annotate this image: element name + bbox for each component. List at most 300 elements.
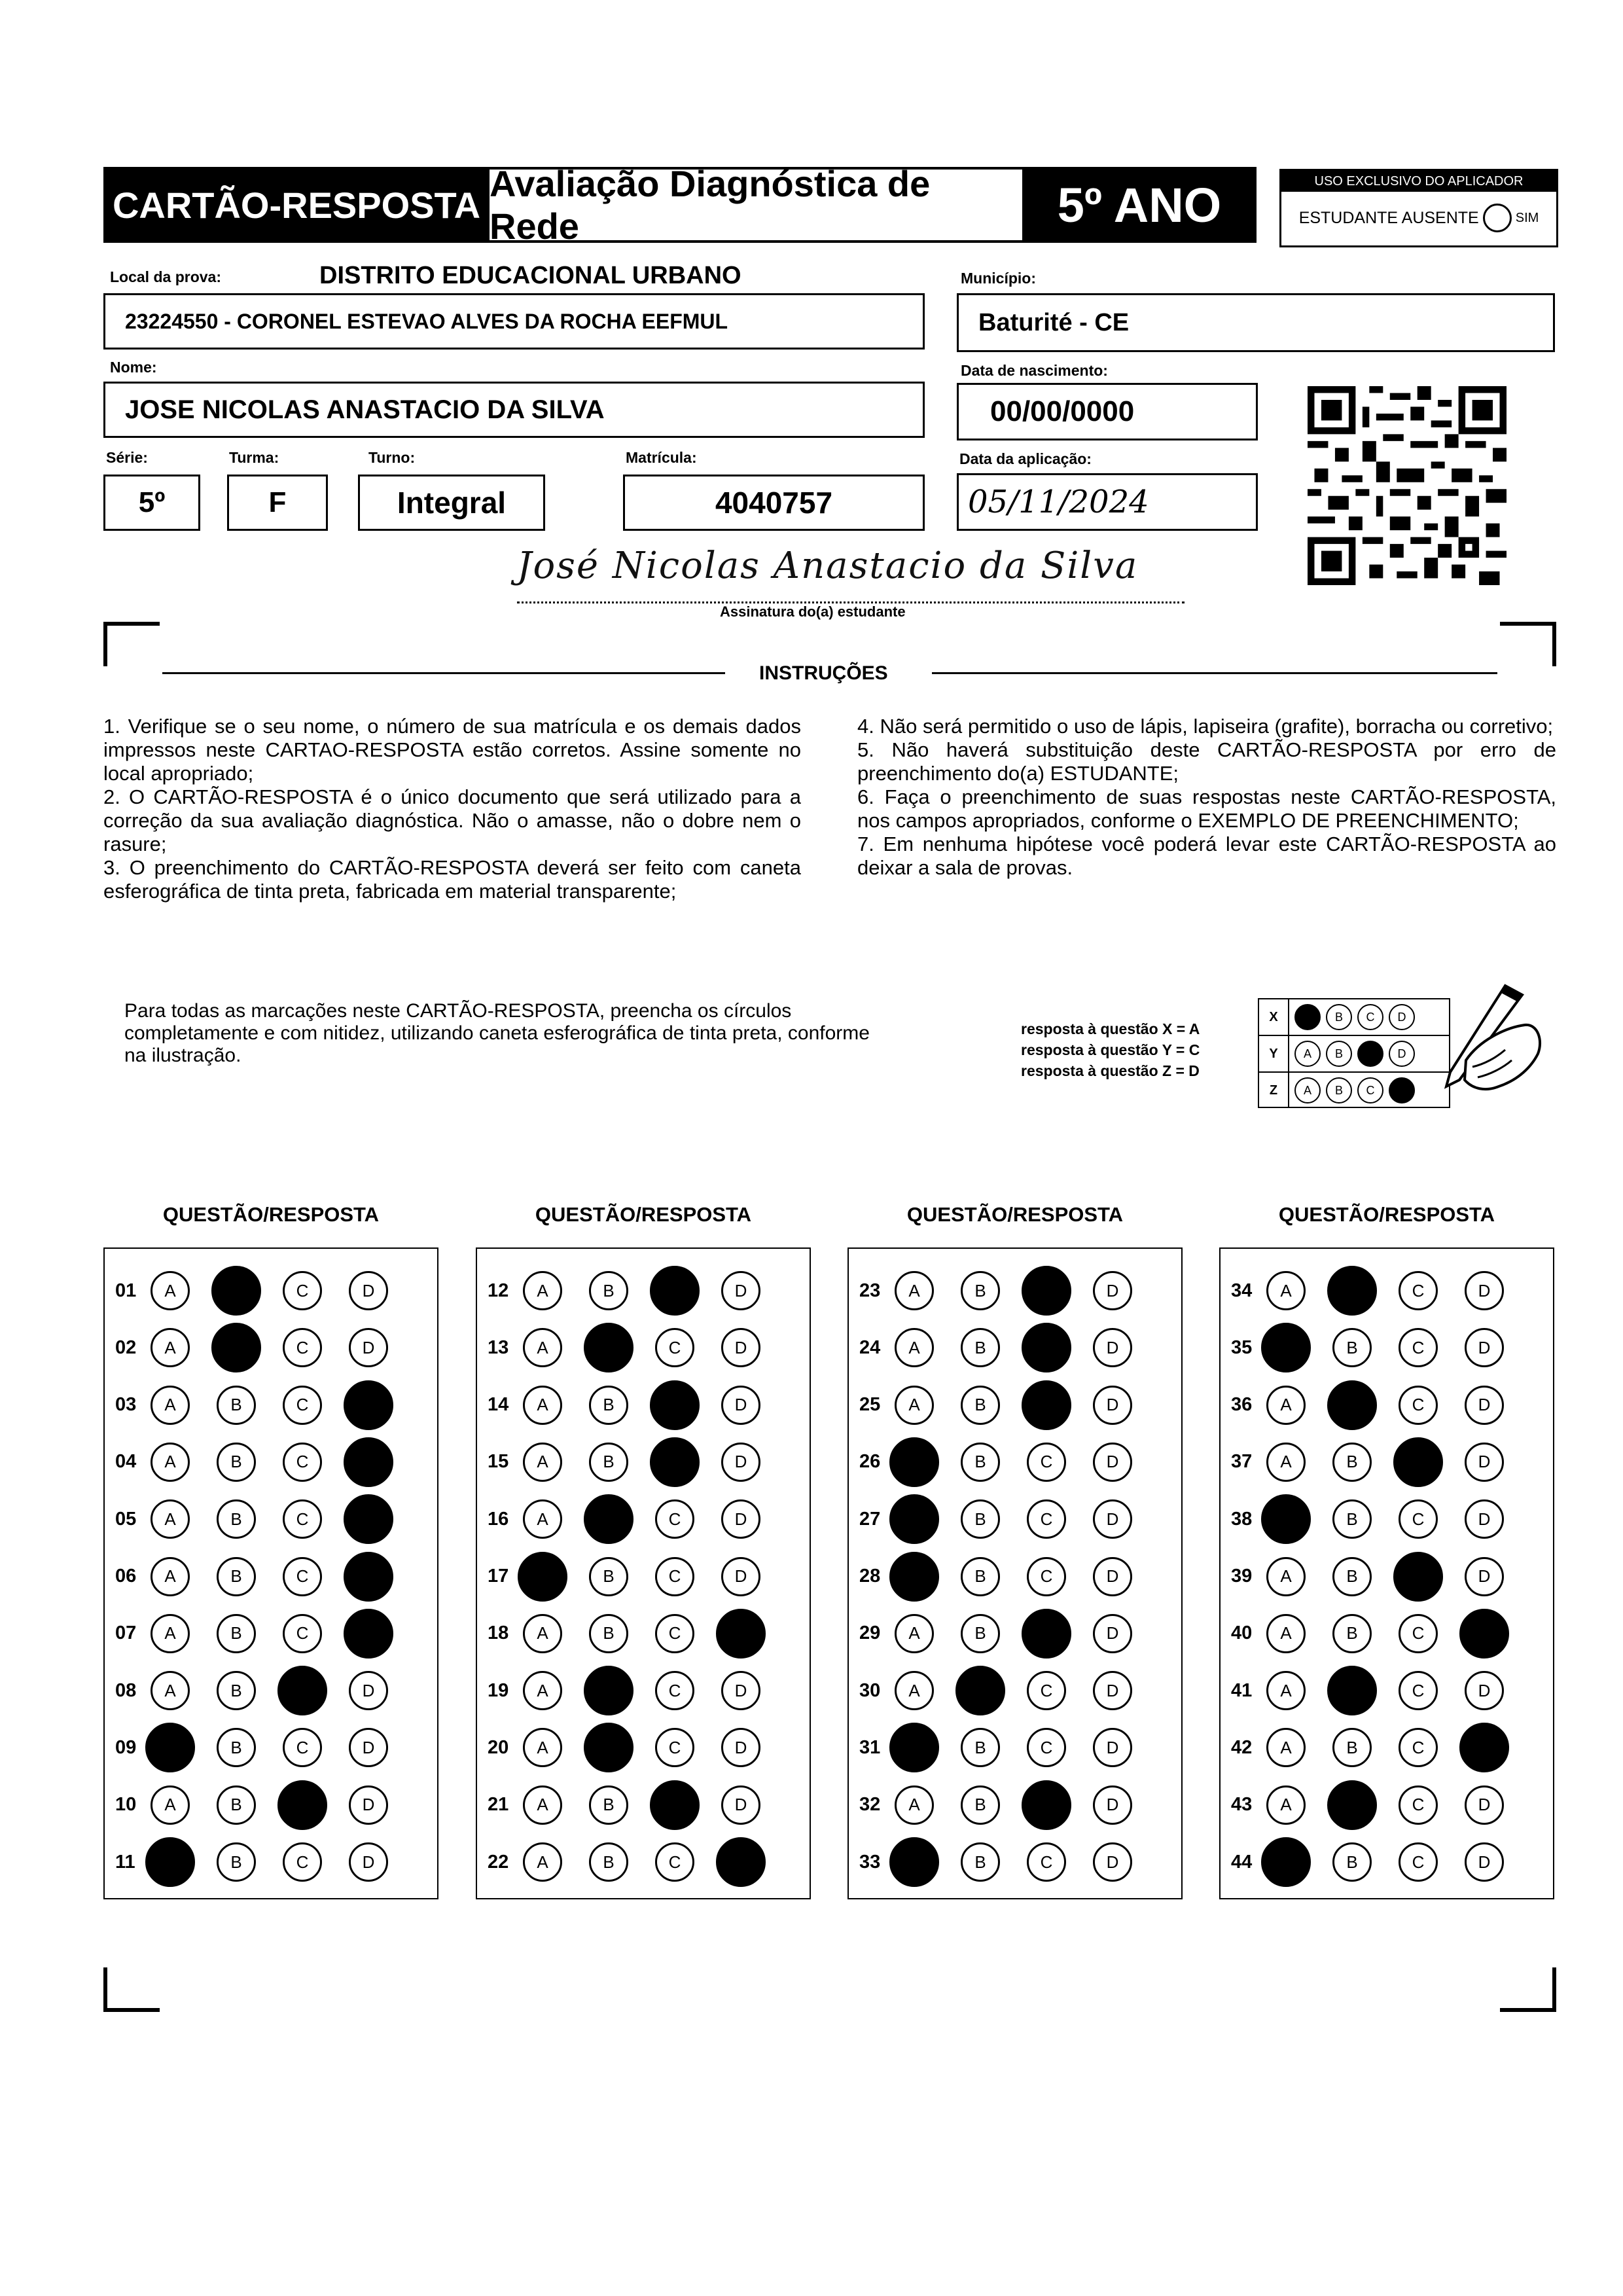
aplicacao-value: 05/11/2024 <box>968 484 1149 520</box>
answer-bubble-d[interactable]: D <box>721 1499 760 1539</box>
question-number: 31 <box>859 1736 881 1758</box>
answer-bubble-c[interactable]: C <box>1399 1499 1438 1539</box>
answer-bubble-d[interactable]: D <box>1093 1842 1132 1882</box>
answer-bubble-b[interactable]: B <box>961 1842 1000 1882</box>
aplicacao-label: Data da aplicação: <box>959 450 1092 467</box>
answer-bubble-c[interactable]: C <box>1399 1671 1438 1710</box>
question-row <box>105 1443 415 1482</box>
answer-bubble-b[interactable]: B <box>589 1785 628 1825</box>
answer-bubble-c[interactable]: C <box>283 1614 322 1653</box>
question-number: 09 <box>115 1736 137 1758</box>
question-number: 39 <box>1231 1566 1253 1587</box>
answer-bubble-d[interactable]: D <box>721 1728 760 1767</box>
answer-bubble-b[interactable]: B <box>1332 1842 1372 1882</box>
answer-bubble-b[interactable]: B <box>961 1443 1000 1482</box>
answer-bubble-d-filled[interactable] <box>344 1380 393 1430</box>
answer-bubble-d[interactable]: D <box>1465 1557 1504 1596</box>
question-row <box>105 1728 415 1767</box>
answer-bubble-d[interactable]: D <box>349 1842 388 1882</box>
answer-bubble-b[interactable]: B <box>217 1386 256 1425</box>
answer-bubble-d[interactable]: D <box>1465 1328 1504 1367</box>
answer-bubble-b[interactable]: B <box>217 1671 256 1710</box>
pen-hand-icon <box>1407 982 1544 1113</box>
answer-bubble-c-filled[interactable] <box>650 1437 700 1487</box>
nome-label: Nome: <box>110 359 157 376</box>
answer-bubble-a[interactable]: A <box>151 1557 190 1596</box>
answer-bubble-a[interactable]: A <box>523 1386 562 1425</box>
answer-bubble-d[interactable]: D <box>1093 1785 1132 1825</box>
answer-bubble-c[interactable]: C <box>1027 1443 1066 1482</box>
question-row <box>1221 1614 1531 1653</box>
answer-bubble-c[interactable]: C <box>1027 1557 1066 1596</box>
example-bubble-d: D <box>1389 1004 1415 1030</box>
answer-bubble-d[interactable]: D <box>721 1557 760 1596</box>
question-number: 21 <box>488 1794 509 1816</box>
question-number: 27 <box>859 1508 881 1530</box>
example-bubble-b: B <box>1326 1041 1352 1067</box>
answer-bubble-d[interactable]: D <box>1093 1386 1132 1425</box>
question-number: 18 <box>488 1623 509 1644</box>
answer-bubble-b-filled[interactable] <box>955 1666 1005 1715</box>
answer-bubble-d[interactable]: D <box>1465 1785 1504 1825</box>
serie-value: 5º <box>138 486 166 518</box>
instructions-title: INSTRUÇÕES <box>759 662 888 684</box>
question-row <box>849 1499 1159 1539</box>
question-row <box>477 1271 787 1310</box>
answer-bubble-a[interactable]: A <box>1266 1785 1306 1825</box>
question-row <box>1221 1386 1531 1425</box>
answer-bubble-c-filled[interactable] <box>1393 1552 1443 1602</box>
answer-bubble-b-filled[interactable] <box>211 1323 261 1372</box>
answer-bubble-c[interactable]: C <box>655 1499 694 1539</box>
answer-bubble-a[interactable]: A <box>151 1443 190 1482</box>
question-row <box>105 1614 415 1653</box>
answer-bubble-c[interactable]: C <box>283 1443 322 1482</box>
answer-bubble-a[interactable]: A <box>523 1842 562 1882</box>
question-row <box>477 1499 787 1539</box>
answer-bubble-b-filled[interactable] <box>584 1723 633 1772</box>
question-row <box>477 1671 787 1710</box>
answer-bubble-d-filled[interactable] <box>1459 1723 1509 1772</box>
answer-bubble-c[interactable]: C <box>283 1499 322 1539</box>
question-number: 19 <box>488 1679 509 1701</box>
answer-bubble-a[interactable]: A <box>895 1271 934 1310</box>
question-row <box>105 1499 415 1539</box>
answer-bubble-a[interactable]: A <box>523 1443 562 1482</box>
corner-mark-tr-v <box>1552 622 1556 666</box>
answer-bubble-c[interactable]: C <box>283 1728 322 1767</box>
question-row <box>1221 1728 1531 1767</box>
question-number: 35 <box>1231 1336 1253 1358</box>
answer-bubble-b[interactable]: B <box>217 1499 256 1539</box>
answer-bubble-d[interactable]: D <box>349 1271 388 1310</box>
signature-value: José Nicolas Anastacio da Silva <box>517 545 1139 587</box>
absent-option: SIM <box>1515 210 1539 225</box>
answer-bubble-a-filled[interactable] <box>889 1837 939 1887</box>
question-row <box>849 1271 1159 1310</box>
answer-bubble-c-filled[interactable] <box>1393 1437 1443 1487</box>
answer-bubble-c[interactable]: C <box>283 1386 322 1425</box>
nascimento-label: Data de nascimento: <box>961 362 1108 379</box>
example-legend-item: resposta à questão Y = C <box>1021 1041 1200 1058</box>
answer-bubble-c[interactable]: C <box>655 1728 694 1767</box>
answer-bubble-d[interactable]: D <box>721 1386 760 1425</box>
question-number: 12 <box>488 1280 509 1301</box>
answer-bubble-c[interactable]: C <box>283 1842 322 1882</box>
answer-bubble-b[interactable]: B <box>1332 1499 1372 1539</box>
example-bubble-a: A <box>1294 1077 1321 1103</box>
answer-bubble-a[interactable]: A <box>1266 1386 1306 1425</box>
answer-bubble-a-filled[interactable] <box>889 1494 939 1544</box>
example-legend <box>1021 1018 1200 1081</box>
answer-bubble-a[interactable]: A <box>523 1499 562 1539</box>
answer-bubble-c[interactable]: C <box>1399 1728 1438 1767</box>
answer-bubble-c[interactable]: C <box>283 1271 322 1310</box>
answer-bubble-a-filled[interactable] <box>889 1437 939 1487</box>
answer-bubble-d[interactable]: D <box>721 1328 760 1367</box>
answer-bubble-b[interactable]: B <box>961 1728 1000 1767</box>
answer-bubble-a[interactable]: A <box>151 1614 190 1653</box>
corner-mark-tl <box>103 622 160 626</box>
answer-bubble-d[interactable]: D <box>349 1728 388 1767</box>
answer-bubble-c-filled[interactable] <box>650 1266 700 1316</box>
question-number: 01 <box>115 1280 137 1301</box>
answer-bubble-c-filled[interactable] <box>1022 1323 1071 1372</box>
municipio-field <box>957 293 1555 352</box>
answer-bubble-b-filled[interactable] <box>1327 1666 1377 1715</box>
instruction-item: 3. O preenchimento do CARTÃO-RESPOSTA deverá ser feito com caneta esferográfica de tinta preta, fabricada em material transparente; <box>103 856 801 903</box>
answer-bubble-a[interactable]: A <box>1266 1557 1306 1596</box>
question-row <box>849 1614 1159 1653</box>
answer-bubble-b[interactable]: B <box>589 1557 628 1596</box>
nascimento-value: 00/00/0000 <box>990 395 1135 427</box>
example-bubble-a: A <box>1294 1041 1321 1067</box>
answer-bubble-a[interactable]: A <box>1266 1614 1306 1653</box>
question-row <box>1221 1271 1531 1310</box>
answer-bubble-b[interactable]: B <box>217 1443 256 1482</box>
answer-bubble-c[interactable]: C <box>1399 1614 1438 1653</box>
answer-bubble-b[interactable]: B <box>217 1614 256 1653</box>
question-row <box>1221 1557 1531 1596</box>
answer-bubble-a[interactable]: A <box>523 1614 562 1653</box>
answer-bubble-d[interactable]: D <box>1465 1271 1504 1310</box>
answer-bubble-b[interactable]: B <box>961 1386 1000 1425</box>
answer-bubble-d-filled[interactable] <box>716 1837 766 1887</box>
example-row-label: X <box>1259 999 1289 1035</box>
answer-bubble-a-filled[interactable] <box>518 1552 567 1602</box>
answer-bubble-a[interactable]: A <box>523 1271 562 1310</box>
answer-bubble-d[interactable]: D <box>1093 1728 1132 1767</box>
answer-bubble-b[interactable]: B <box>1332 1614 1372 1653</box>
answer-bubble-d[interactable]: D <box>721 1671 760 1710</box>
column-title: QUESTÃO/RESPOSTA <box>906 1203 1124 1226</box>
answer-bubble-c[interactable]: C <box>655 1614 694 1653</box>
question-row <box>477 1443 787 1482</box>
question-number: 34 <box>1231 1280 1253 1301</box>
answer-bubble-b[interactable]: B <box>961 1614 1000 1653</box>
example-row-label: Z <box>1259 1073 1289 1108</box>
corner-mark-bl <box>103 2008 160 2012</box>
answer-bubble-c[interactable]: C <box>283 1328 322 1367</box>
question-number: 23 <box>859 1280 881 1301</box>
answer-bubble-b-filled[interactable] <box>584 1323 633 1372</box>
corner-mark-tl-v <box>103 622 107 666</box>
answer-bubble-b[interactable]: B <box>1332 1728 1372 1767</box>
question-row <box>477 1842 787 1882</box>
answer-bubble-a[interactable]: A <box>1266 1443 1306 1482</box>
signature <box>517 545 1185 603</box>
answer-bubble-a[interactable]: A <box>1266 1271 1306 1310</box>
answer-bubble-b[interactable]: B <box>1332 1328 1372 1367</box>
question-row <box>1221 1671 1531 1710</box>
exam-title: Avaliação Diagnóstica de Rede <box>490 167 1022 243</box>
question-number: 08 <box>115 1679 137 1701</box>
question-number: 29 <box>859 1623 881 1644</box>
answer-column <box>1219 1247 1554 1899</box>
answer-bubble-c-filled[interactable] <box>650 1780 700 1830</box>
turma-label: Turma: <box>229 449 279 466</box>
answer-bubble-c[interactable]: C <box>1027 1499 1066 1539</box>
corner-mark-br <box>1500 2008 1556 2012</box>
answer-bubble-b-filled[interactable] <box>1327 1380 1377 1430</box>
question-row <box>1221 1328 1531 1367</box>
answer-bubble-b[interactable]: B <box>589 1386 628 1425</box>
question-row <box>849 1386 1159 1425</box>
answer-bubble-a[interactable]: A <box>151 1671 190 1710</box>
answer-bubble-d-filled[interactable] <box>344 1552 393 1602</box>
question-row <box>849 1328 1159 1367</box>
answer-bubble-a-filled[interactable] <box>889 1552 939 1602</box>
answer-bubble-c[interactable]: C <box>283 1557 322 1596</box>
answer-bubble-d[interactable]: D <box>1465 1443 1504 1482</box>
answer-bubble-a-filled[interactable] <box>145 1837 195 1887</box>
question-row <box>105 1557 415 1596</box>
answer-bubble-c-filled[interactable] <box>650 1380 700 1430</box>
answer-bubble-d[interactable]: D <box>1465 1671 1504 1710</box>
example-bubble-c: C <box>1357 1004 1383 1030</box>
answer-bubble-b[interactable]: B <box>961 1557 1000 1596</box>
question-row <box>105 1328 415 1367</box>
instructions-rule-right <box>932 672 1497 674</box>
qr-code <box>1308 386 1507 585</box>
answer-bubble-c[interactable]: C <box>1399 1271 1438 1310</box>
answer-bubble-a-filled[interactable] <box>145 1723 195 1772</box>
answer-bubble-b[interactable]: B <box>217 1785 256 1825</box>
question-row <box>849 1785 1159 1825</box>
corner-mark-bl-v <box>103 1967 107 2012</box>
answer-bubble-c-filled[interactable] <box>1022 1380 1071 1430</box>
question-number: 36 <box>1231 1394 1253 1416</box>
applicator-box <box>1279 169 1558 247</box>
answer-bubble-a[interactable]: A <box>1266 1728 1306 1767</box>
answer-bubble-a[interactable]: A <box>895 1328 934 1367</box>
answer-bubble-d[interactable]: D <box>1093 1557 1132 1596</box>
answer-bubble-d[interactable]: D <box>349 1785 388 1825</box>
answer-bubble-d[interactable]: D <box>1465 1842 1504 1882</box>
answer-bubble-d[interactable]: D <box>721 1443 760 1482</box>
answer-bubble-d[interactable]: D <box>1465 1499 1504 1539</box>
nascimento-field <box>957 383 1258 440</box>
local-label: Local da prova: <box>110 268 221 285</box>
instruction-item: 2. O CARTÃO-RESPOSTA é o único documento que será utilizado para a correção da sua avaliação diagnóstica. Não o amasse, não o dobre nem o rasure; <box>103 785 801 855</box>
example-legend-item: resposta à questão Z = D <box>1021 1062 1200 1079</box>
instruction-item: 1. Verifique se o seu nome, o número de sua matrícula e os demais dados impressos neste CARTAO-RESPOSTA estão corretos. Assine somente no local apropriado; <box>103 715 801 785</box>
answer-bubble-a[interactable]: A <box>151 1271 190 1310</box>
answer-bubble-d[interactable]: D <box>1465 1386 1504 1425</box>
answer-bubble-b[interactable]: B <box>589 1842 628 1882</box>
question-number: 38 <box>1231 1508 1253 1530</box>
answer-bubble-c[interactable]: C <box>1399 1386 1438 1425</box>
answer-bubble-c-filled[interactable] <box>1022 1266 1071 1316</box>
answer-bubble-c[interactable]: C <box>1399 1842 1438 1882</box>
question-number: 40 <box>1231 1623 1253 1644</box>
serie-field <box>103 475 200 531</box>
answer-bubble-a[interactable]: A <box>151 1499 190 1539</box>
answer-bubble-b-filled[interactable] <box>1327 1266 1377 1316</box>
question-number: 17 <box>488 1566 509 1587</box>
card-title: CARTÃO-RESPOSTA <box>103 167 490 243</box>
instruction-item: 4. Não será permitido o uso de lápis, lapiseira (grafite), borracha ou corretivo; <box>857 715 1554 738</box>
instruction-item: 7. Em nenhuma hipótese você poderá levar este CARTÃO-RESPOSTA ao deixar a sala de provas. <box>857 833 1556 879</box>
answer-bubble-b[interactable]: B <box>589 1271 628 1310</box>
instruction-item: 6. Faça o preenchimento de suas respostas neste CARTÃO-RESPOSTA, nos campos apropriados, conforme o EXEMPLO DE PREENCHIMENTO; <box>857 785 1556 832</box>
answer-bubble-a[interactable]: A <box>895 1614 934 1653</box>
question-number: 30 <box>859 1679 881 1701</box>
answer-bubble-c-filled[interactable] <box>1022 1780 1071 1830</box>
answer-bubble-d[interactable]: D <box>349 1671 388 1710</box>
answer-bubble-c[interactable]: C <box>1399 1785 1438 1825</box>
answer-bubble-d[interactable]: D <box>1093 1499 1132 1539</box>
answer-bubble-a-filled[interactable] <box>1261 1323 1311 1372</box>
question-number: 42 <box>1231 1736 1253 1758</box>
question-number: 06 <box>115 1566 137 1587</box>
question-number: 04 <box>115 1451 137 1473</box>
answer-bubble-c-filled[interactable] <box>1022 1609 1071 1659</box>
answer-bubble-d[interactable]: D <box>721 1271 760 1310</box>
answer-bubble-c[interactable]: C <box>655 1671 694 1710</box>
municipio-label: Município: <box>961 270 1036 287</box>
answer-bubble-b[interactable]: B <box>961 1499 1000 1539</box>
example-bubble-a <box>1294 1004 1321 1030</box>
applicator-box-title: USO EXCLUSIVO DO APLICADOR <box>1281 171 1556 192</box>
answer-bubble-b[interactable]: B <box>589 1443 628 1482</box>
corner-mark-tr <box>1500 622 1556 626</box>
municipio-value: Baturité - CE <box>978 308 1130 336</box>
answer-bubble-d[interactable]: D <box>1093 1671 1132 1710</box>
answer-bubble-b-filled[interactable] <box>584 1666 633 1715</box>
answer-bubble-d-filled[interactable] <box>344 1494 393 1544</box>
absent-bubble[interactable] <box>1483 204 1512 232</box>
answer-bubble-c-filled[interactable] <box>277 1780 327 1830</box>
answer-bubble-a[interactable]: A <box>523 1785 562 1825</box>
answer-bubble-a[interactable]: A <box>151 1785 190 1825</box>
answer-bubble-d[interactable]: D <box>1093 1271 1132 1310</box>
answer-bubble-c[interactable]: C <box>655 1557 694 1596</box>
question-row <box>1221 1499 1531 1539</box>
nome-field <box>103 382 925 438</box>
answer-bubble-b-filled[interactable] <box>211 1266 261 1316</box>
question-row <box>849 1842 1159 1882</box>
answer-bubble-c[interactable]: C <box>1027 1728 1066 1767</box>
question-number: 13 <box>488 1336 509 1358</box>
example-bubble-b: B <box>1326 1004 1352 1030</box>
answer-column <box>103 1247 438 1899</box>
answer-bubble-a-filled[interactable] <box>1261 1837 1311 1887</box>
question-number: 37 <box>1231 1451 1253 1473</box>
turno-label: Turno: <box>368 449 416 466</box>
question-number: 25 <box>859 1394 881 1416</box>
answer-bubble-a-filled[interactable] <box>1261 1494 1311 1544</box>
answer-bubble-d-filled[interactable] <box>344 1437 393 1487</box>
answer-bubble-b-filled[interactable] <box>1327 1780 1377 1830</box>
answer-bubble-a[interactable]: A <box>151 1328 190 1367</box>
aplicacao-field <box>957 473 1258 531</box>
answer-bubble-a-filled[interactable] <box>889 1723 939 1772</box>
answer-bubble-c-filled[interactable] <box>277 1666 327 1715</box>
answer-bubble-a[interactable]: A <box>895 1386 934 1425</box>
answer-bubble-c[interactable]: C <box>1027 1671 1066 1710</box>
answer-bubble-a[interactable]: A <box>895 1785 934 1825</box>
answer-bubble-d-filled[interactable] <box>1459 1609 1509 1659</box>
question-number: 22 <box>488 1851 509 1873</box>
answer-bubble-a[interactable]: A <box>523 1728 562 1767</box>
answer-bubble-d[interactable]: D <box>1093 1328 1132 1367</box>
answer-bubble-b[interactable]: B <box>217 1842 256 1882</box>
question-number: 14 <box>488 1394 509 1416</box>
turma-value: F <box>268 486 287 518</box>
answer-bubble-c[interactable]: C <box>1399 1328 1438 1367</box>
answer-bubble-a[interactable]: A <box>523 1671 562 1710</box>
question-row <box>1221 1842 1531 1882</box>
answer-bubble-b[interactable]: B <box>1332 1443 1372 1482</box>
answer-bubble-d[interactable]: D <box>1093 1443 1132 1482</box>
answer-bubble-b[interactable]: B <box>1332 1557 1372 1596</box>
answer-bubble-b-filled[interactable] <box>584 1494 633 1544</box>
turno-value: Integral <box>397 486 507 520</box>
example-legend-item: resposta à questão X = A <box>1021 1020 1200 1037</box>
question-row <box>105 1386 415 1425</box>
answer-bubble-b[interactable]: B <box>217 1557 256 1596</box>
answer-bubble-c[interactable]: C <box>655 1842 694 1882</box>
answer-bubble-d[interactable]: D <box>349 1328 388 1367</box>
question-row <box>477 1614 787 1653</box>
question-row <box>477 1328 787 1367</box>
question-number: 07 <box>115 1623 137 1644</box>
question-number: 44 <box>1231 1851 1253 1873</box>
question-number: 03 <box>115 1394 137 1416</box>
answer-bubble-d[interactable]: D <box>721 1785 760 1825</box>
answer-bubble-a[interactable]: A <box>1266 1671 1306 1710</box>
answer-bubble-b[interactable]: B <box>961 1785 1000 1825</box>
answer-bubble-b[interactable]: B <box>961 1271 1000 1310</box>
answer-bubble-c[interactable]: C <box>1027 1842 1066 1882</box>
instructions-left <box>103 715 801 903</box>
answer-bubble-c[interactable]: C <box>655 1328 694 1367</box>
question-row <box>477 1785 787 1825</box>
answer-bubble-b[interactable]: B <box>217 1728 256 1767</box>
answer-bubble-d-filled[interactable] <box>716 1609 766 1659</box>
question-number: 11 <box>115 1851 135 1873</box>
answer-bubble-b[interactable]: B <box>589 1614 628 1653</box>
answer-bubble-a[interactable]: A <box>151 1386 190 1425</box>
answer-bubble-d-filled[interactable] <box>344 1609 393 1659</box>
question-row <box>849 1671 1159 1710</box>
answer-bubble-a[interactable]: A <box>895 1671 934 1710</box>
answer-bubble-a[interactable]: A <box>523 1328 562 1367</box>
example-bubble-b: B <box>1326 1077 1352 1103</box>
answer-bubble-d[interactable]: D <box>1093 1614 1132 1653</box>
answer-bubble-b[interactable]: B <box>961 1328 1000 1367</box>
